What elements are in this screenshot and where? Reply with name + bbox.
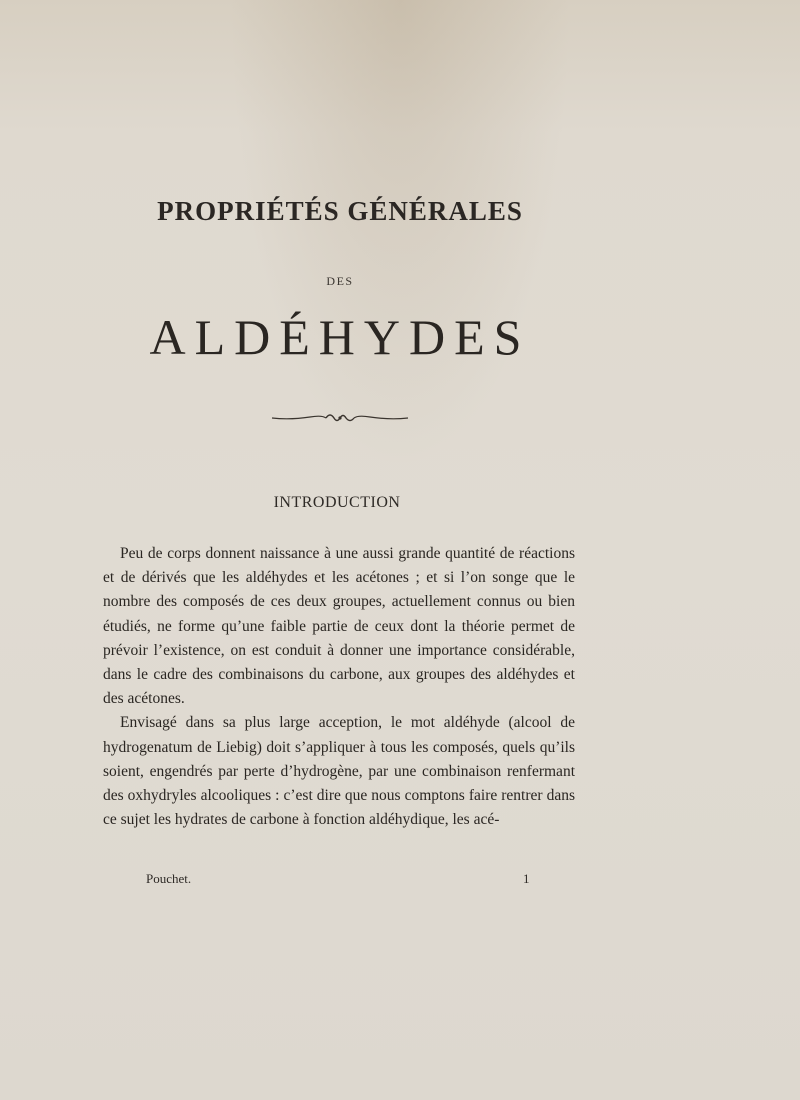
ornament-divider-icon xyxy=(270,408,410,428)
section-title: INTRODUCTION xyxy=(273,494,401,511)
subject-title: ALDÉHYDES xyxy=(149,309,531,365)
title-connector: DES xyxy=(326,274,354,288)
body-text xyxy=(103,542,575,832)
footer-author: Pouchet. xyxy=(146,871,192,886)
paragraph: Envisagé dans sa plus large acception, le mot aldéhyde (alcool de hydrogenatum de Liebig) doit s’appliquer à tous les composés, quels qu’ils soient, engendrés par perte d’hydrogène, par une combinaison renfermant des oxhydryles alcooliques : c’est dire que nous comptons faire rentrer dans ce sujet les hydrates de carbone à fonction aldéhydique, les acé- xyxy=(103,714,575,829)
main-title: PROPRIÉTÉS GÉNÉRALES xyxy=(157,196,523,226)
paragraph: Peu de corps donnent naissance à une aussi grande quantité de réactions et de dérivés que les aldéhydes et les acétones ; et si l’on songe que le nombre des composés de ces deux groupes, actuellement connus ou bien étudiés, ne forme qu’une faible partie de ceux dont la théorie permet de prévoir l’existence, on est conduit à donner une importance considérable, dans le cadre des combinaisons du carbone, aux groupes des aldéhydes et des acétones. xyxy=(103,545,575,708)
page-number: 1 xyxy=(523,871,530,886)
